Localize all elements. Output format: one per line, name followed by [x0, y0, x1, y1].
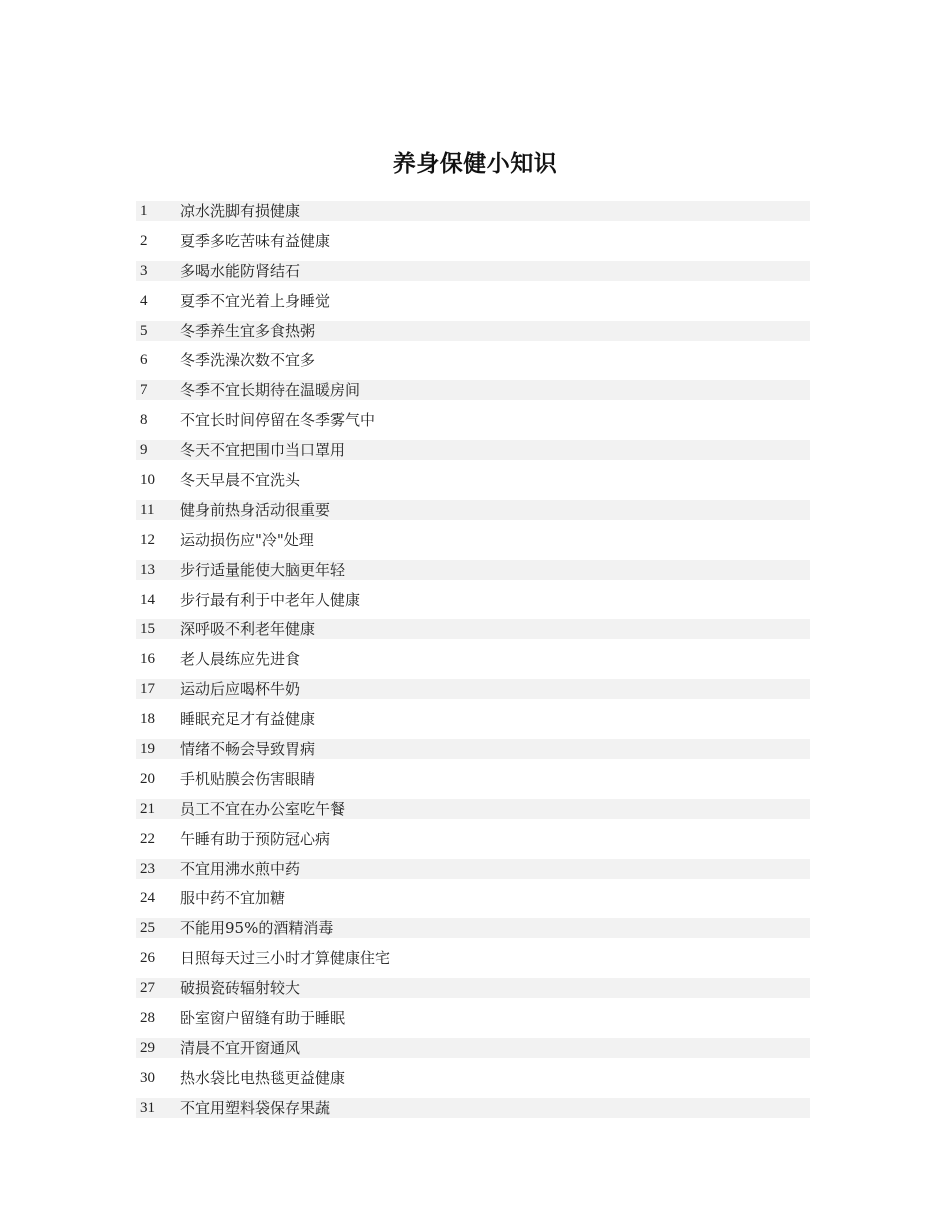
list-item	[136, 619, 810, 639]
item-number: 6	[140, 352, 148, 369]
list-item	[136, 321, 810, 341]
list-item	[136, 888, 810, 908]
item-number: 15	[140, 621, 155, 638]
list-item	[136, 350, 810, 370]
item-number: 10	[140, 472, 155, 489]
item-text: 服中药不宜加糖	[180, 889, 286, 908]
item-number: 1	[140, 203, 148, 219]
item-number: 21	[140, 800, 155, 817]
item-text: 运动损伤应"冷"处理	[180, 530, 314, 549]
item-text: 破损瓷砖辐射较大	[180, 979, 301, 998]
item-number: 8	[140, 412, 148, 429]
list-item	[136, 799, 810, 819]
list-item	[136, 649, 810, 669]
list-item	[136, 410, 810, 430]
list-item	[136, 978, 810, 998]
item-text: 热水袋比电热毯更益健康	[180, 1068, 346, 1087]
list-item	[136, 948, 810, 968]
item-text: 冬天早晨不宜洗头	[180, 471, 301, 490]
item-text: 不能用95%的酒精消毒	[180, 919, 334, 938]
item-text: 情绪不畅会导致胃病	[180, 740, 316, 759]
item-number: 3	[140, 262, 148, 279]
item-number: 24	[140, 890, 155, 907]
item-text: 卧室窗户留缝有助于睡眠	[180, 1009, 346, 1028]
list-item	[136, 231, 810, 251]
item-number: 26	[140, 950, 155, 967]
list-item	[136, 1008, 810, 1028]
item-number: 13	[140, 561, 155, 578]
item-text: 清晨不宜开窗通风	[180, 1038, 301, 1057]
item-text: 多喝水能防肾结石	[180, 261, 301, 280]
item-number: 7	[140, 382, 148, 399]
tip-list	[136, 201, 810, 1128]
item-number: 28	[140, 1010, 155, 1027]
item-number: 27	[140, 980, 155, 997]
list-item	[136, 500, 810, 520]
item-text: 运动后应喝杯牛奶	[180, 680, 301, 699]
list-item	[136, 291, 810, 311]
list-item	[136, 1038, 810, 1058]
item-text: 凉水洗脚有损健康	[180, 202, 301, 220]
item-number: 19	[140, 741, 155, 758]
item-text: 手机贴膜会伤害眼睛	[180, 769, 316, 788]
list-item	[136, 709, 810, 729]
item-number: 11	[140, 501, 155, 518]
item-number: 23	[140, 860, 155, 877]
list-item	[136, 261, 810, 281]
item-number: 5	[140, 322, 148, 339]
item-text: 步行最有利于中老年人健康	[180, 590, 361, 609]
item-text: 冬季洗澡次数不宜多	[180, 351, 316, 370]
list-item	[136, 560, 810, 580]
list-item	[136, 530, 810, 550]
item-number: 16	[140, 651, 155, 668]
item-number: 25	[140, 920, 155, 937]
list-item	[136, 380, 810, 400]
item-number: 31	[140, 1099, 155, 1116]
item-text: 冬季不宜长期待在温暖房间	[180, 381, 361, 400]
item-number: 29	[140, 1039, 155, 1056]
list-item	[136, 201, 810, 221]
item-number: 12	[140, 531, 155, 548]
item-text: 步行适量能使大脑更年轻	[180, 560, 346, 579]
page-title: 养身保健小知识	[392, 150, 558, 178]
item-text: 深呼吸不利老年健康	[180, 620, 316, 639]
item-text: 不宜长时间停留在冬季雾气中	[180, 411, 376, 430]
item-number: 17	[140, 681, 155, 698]
item-text: 健身前热身活动很重要	[180, 500, 331, 519]
list-item	[136, 918, 810, 938]
list-item	[136, 590, 810, 610]
list-item	[136, 739, 810, 759]
item-number: 9	[140, 442, 148, 459]
list-item	[136, 1068, 810, 1088]
item-text: 冬天不宜把围巾当口罩用	[180, 441, 346, 460]
item-text: 员工不宜在办公室吃午餐	[180, 799, 346, 818]
list-item	[136, 470, 810, 490]
item-text: 午睡有助于预防冠心病	[180, 829, 331, 848]
item-text: 冬季养生宜多食热粥	[180, 321, 316, 340]
item-text: 不宜用塑料袋保存果蔬	[180, 1098, 331, 1117]
item-number: 4	[140, 292, 148, 309]
list-item	[136, 440, 810, 460]
item-text: 睡眠充足才有益健康	[180, 710, 316, 729]
item-number: 20	[140, 770, 155, 787]
item-text: 老人晨练应先进食	[180, 650, 301, 669]
item-number: 14	[140, 591, 155, 608]
item-number: 22	[140, 830, 155, 847]
list-item	[136, 829, 810, 849]
list-item	[136, 769, 810, 789]
list-item	[136, 859, 810, 879]
item-text: 夏季不宜光着上身睡觉	[180, 291, 331, 310]
item-number: 18	[140, 711, 155, 728]
item-text: 日照每天过三小时才算健康住宅	[180, 949, 391, 968]
item-number: 2	[140, 232, 148, 249]
item-text: 夏季多吃苦味有益健康	[180, 231, 331, 250]
item-number: 30	[140, 1069, 155, 1086]
item-text: 不宜用沸水煎中药	[180, 859, 301, 878]
list-item	[136, 1098, 810, 1118]
list-item	[136, 679, 810, 699]
